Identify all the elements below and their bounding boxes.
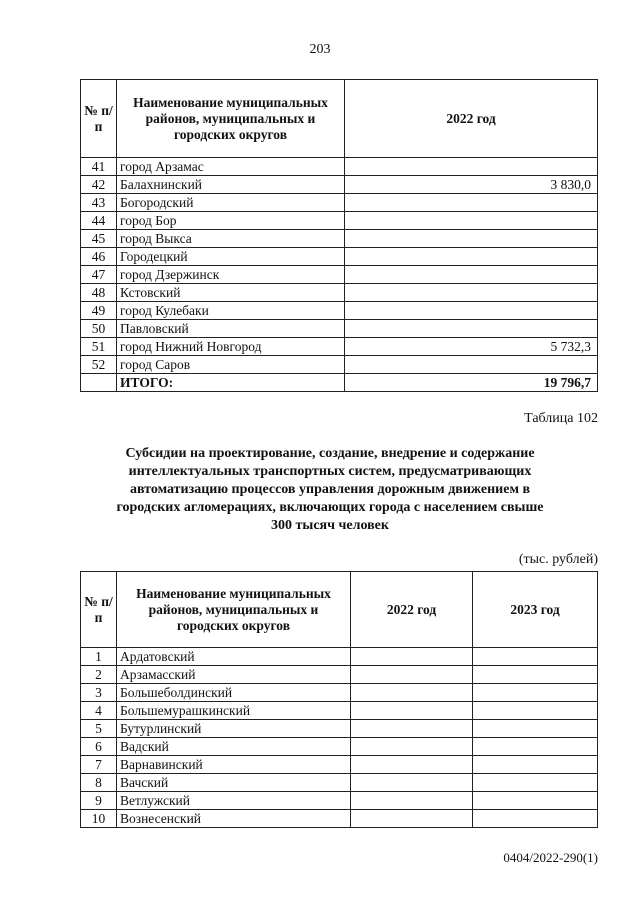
total-row — [81, 374, 598, 392]
table-row — [81, 176, 598, 194]
row-value-2022 — [345, 248, 598, 266]
table-row — [81, 212, 598, 230]
row-value-2022: 3 830,0 — [345, 176, 598, 194]
row-value-2022 — [345, 212, 598, 230]
row-value-2023 — [473, 792, 598, 810]
table-row — [81, 684, 598, 702]
table-row — [81, 158, 598, 176]
row-name: город Саров — [117, 356, 345, 374]
table-row — [81, 648, 598, 666]
row-value-2023 — [473, 720, 598, 738]
row-value-2022 — [351, 684, 473, 702]
row-name: Городецкий — [117, 248, 345, 266]
table-label: Таблица 102 — [524, 411, 598, 426]
row-name: город Бор — [117, 212, 345, 230]
table-row — [81, 792, 598, 810]
row-name: город Дзержинск — [117, 266, 345, 284]
row-number: 42 — [81, 176, 117, 194]
row-name: Большеболдинский — [117, 684, 351, 702]
header-name: Наименование муниципальных районов, муниципальных и городских округов — [117, 80, 345, 158]
row-number: 46 — [81, 248, 117, 266]
table-row — [81, 756, 598, 774]
row-number: 7 — [81, 756, 117, 774]
table-row — [81, 356, 598, 374]
page-number: 203 — [309, 42, 331, 57]
header-2022: 2022 год — [345, 80, 598, 158]
table-row — [81, 230, 598, 248]
total-label: ИТОГО: — [117, 374, 345, 392]
row-value-2022 — [345, 284, 598, 302]
row-value-2022 — [351, 774, 473, 792]
row-value-2023 — [473, 648, 598, 666]
row-name: Ветлужский — [117, 792, 351, 810]
row-number: 41 — [81, 158, 117, 176]
header-num: № п/п — [81, 80, 117, 158]
table-row — [81, 774, 598, 792]
row-value-2023 — [473, 810, 598, 828]
header-2022: 2022 год — [351, 572, 473, 648]
row-name: Павловский — [117, 320, 345, 338]
units-label: (тыс. рублей) — [518, 552, 598, 567]
header-2023: 2023 год — [473, 572, 598, 648]
row-value-2023 — [473, 702, 598, 720]
table-row — [81, 666, 598, 684]
table-row — [81, 738, 598, 756]
row-name: Богородский — [117, 194, 345, 212]
table-row — [81, 194, 598, 212]
row-value-2023 — [473, 738, 598, 756]
row-value-2022 — [351, 756, 473, 774]
table-row — [81, 302, 598, 320]
row-value-2022 — [345, 230, 598, 248]
row-name: город Выкса — [117, 230, 345, 248]
row-value-2022 — [351, 648, 473, 666]
header-name: Наименование муниципальных районов, муниципальных и городских округов — [117, 572, 351, 648]
row-number: 3 — [81, 684, 117, 702]
row-number: 43 — [81, 194, 117, 212]
row-value-2022 — [345, 320, 598, 338]
row-value-2022 — [345, 356, 598, 374]
row-name: Вознесенский — [117, 810, 351, 828]
table-row — [81, 702, 598, 720]
table-row — [81, 284, 598, 302]
row-value-2022: 5 732,3 — [345, 338, 598, 356]
row-value-2023 — [473, 666, 598, 684]
row-number: 6 — [81, 738, 117, 756]
row-name: Вачский — [117, 774, 351, 792]
row-value-2022 — [351, 810, 473, 828]
row-name: Варнавинский — [117, 756, 351, 774]
row-number: 52 — [81, 356, 117, 374]
row-value-2023 — [473, 774, 598, 792]
table-row — [81, 810, 598, 828]
row-name: Большемурашкинский — [117, 702, 351, 720]
row-name: Ардатовский — [117, 648, 351, 666]
row-number: 45 — [81, 230, 117, 248]
row-number: 49 — [81, 302, 117, 320]
row-number: 5 — [81, 720, 117, 738]
subsidy-table-1 — [80, 79, 598, 392]
row-name: город Кулебаки — [117, 302, 345, 320]
header-num: № п/п — [81, 572, 117, 648]
row-number: 47 — [81, 266, 117, 284]
row-number: 10 — [81, 810, 117, 828]
row-value-2022 — [351, 792, 473, 810]
row-number: 51 — [81, 338, 117, 356]
total-value: 19 796,7 — [345, 374, 598, 392]
row-value-2022 — [351, 666, 473, 684]
table-row — [81, 338, 598, 356]
row-name: Вадский — [117, 738, 351, 756]
row-value-2022 — [345, 266, 598, 284]
row-value-2022 — [345, 302, 598, 320]
row-value-2022 — [345, 194, 598, 212]
row-number: 48 — [81, 284, 117, 302]
row-value-2022 — [351, 738, 473, 756]
row-value-2023 — [473, 756, 598, 774]
table-title: Субсидии на проектирование, создание, внедрение и содержание интеллектуальных транспортных систем, предусматривающих автоматизацию процессов управления дорожным движением в городских агломерациях, включающих города с населением свыше 300 тысяч человек — [116, 446, 544, 533]
row-name: город Арзамас — [117, 158, 345, 176]
row-value-2022 — [351, 720, 473, 738]
subsidy-table-2 — [80, 571, 598, 828]
table-row — [81, 248, 598, 266]
table-row — [81, 320, 598, 338]
row-name: Балахнинский — [117, 176, 345, 194]
row-name: Кстовский — [117, 284, 345, 302]
row-value-2022 — [345, 158, 598, 176]
row-name: город Нижний Новгород — [117, 338, 345, 356]
row-value-2022 — [351, 702, 473, 720]
row-number: 9 — [81, 792, 117, 810]
row-value-2023 — [473, 684, 598, 702]
row-name: Бутурлинский — [117, 720, 351, 738]
row-name: Арзамасский — [117, 666, 351, 684]
row-number: 1 — [81, 648, 117, 666]
table-row — [81, 720, 598, 738]
document-code: 0404/2022-290(1) — [503, 850, 598, 865]
row-number: 50 — [81, 320, 117, 338]
row-number: 8 — [81, 774, 117, 792]
table-row — [81, 266, 598, 284]
row-number: 44 — [81, 212, 117, 230]
row-number: 4 — [81, 702, 117, 720]
row-number: 2 — [81, 666, 117, 684]
